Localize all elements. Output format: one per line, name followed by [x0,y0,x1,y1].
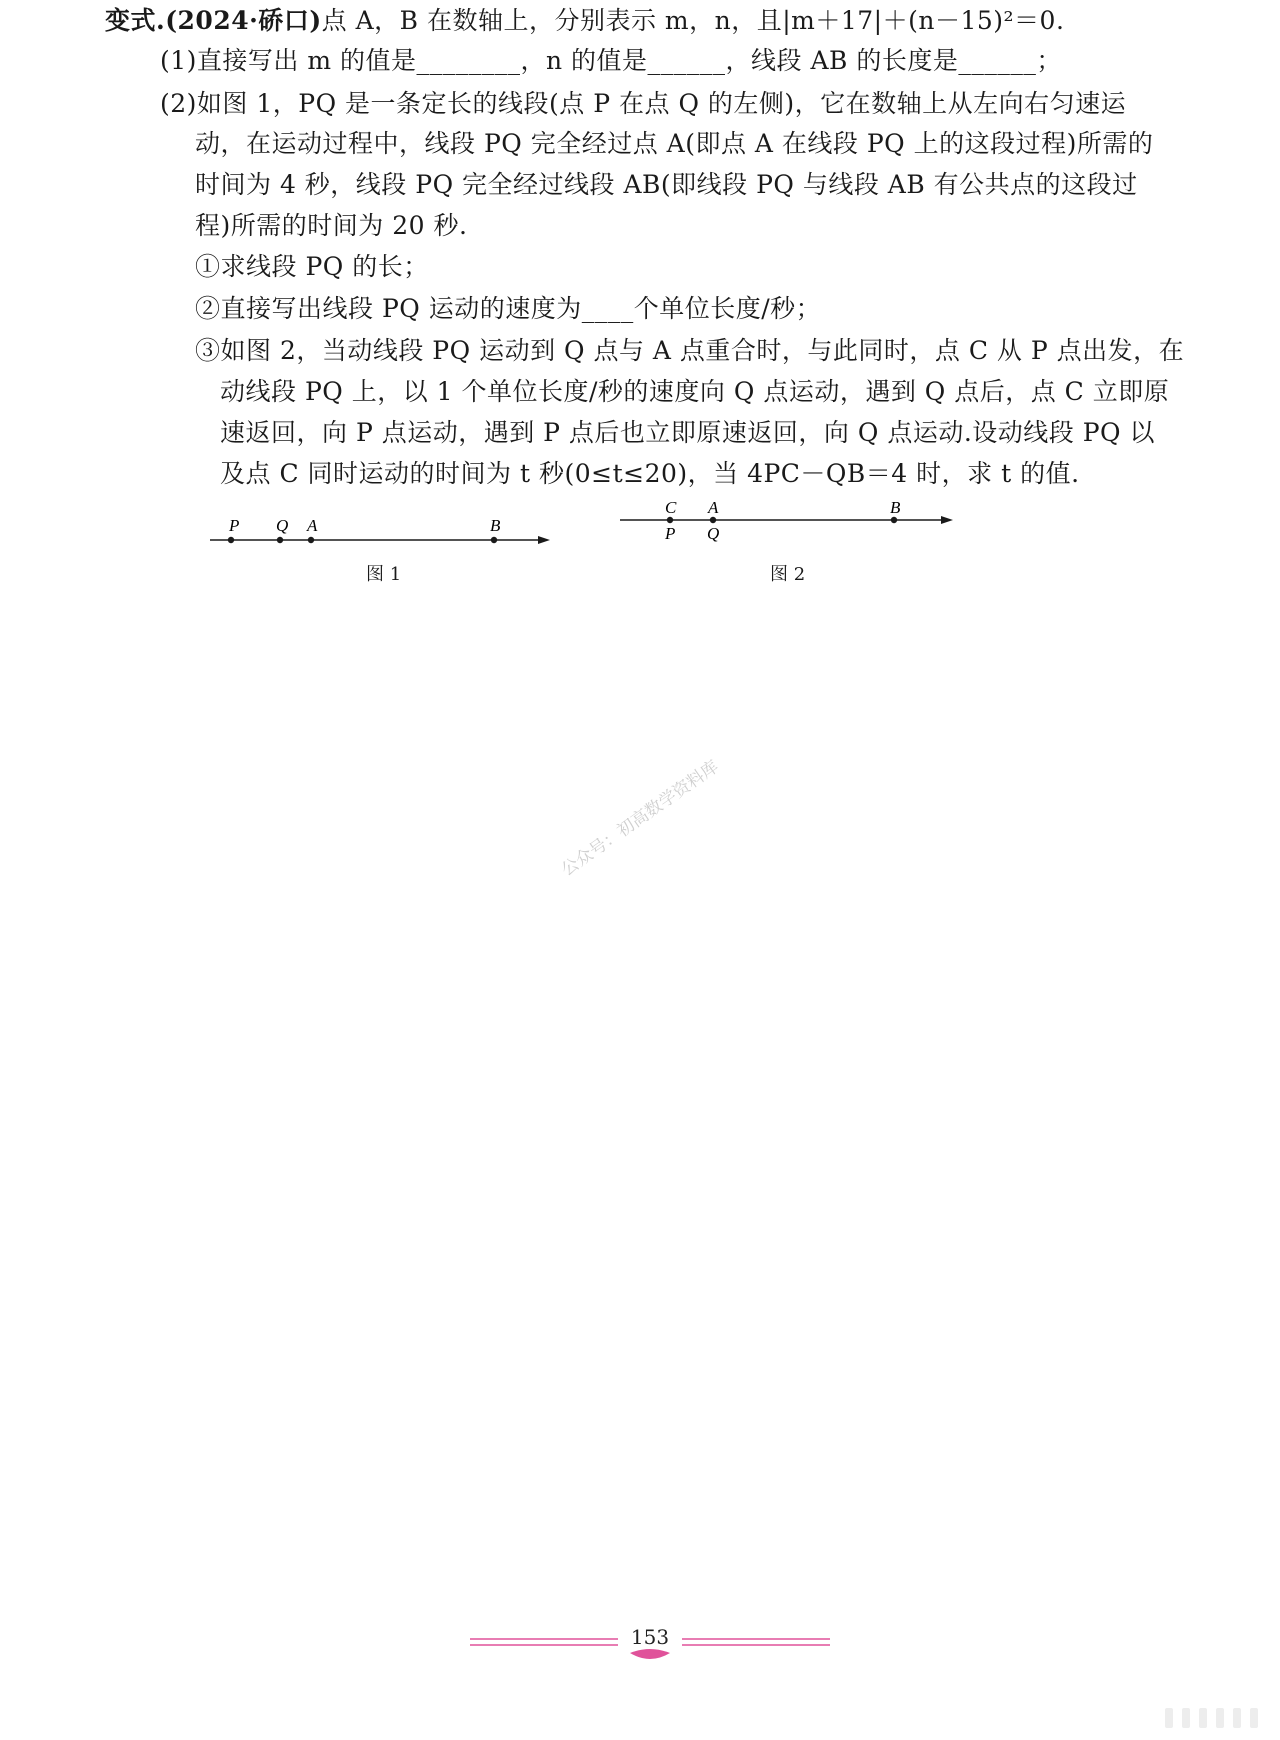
figure-1-point-A [308,537,314,543]
book-icon [630,1649,670,1659]
figure-1-point-P [228,537,234,543]
figure-1-label-A: A [307,516,318,535]
figure-2-arrow [941,516,953,524]
problem-stem-line [105,4,1064,38]
sub-question-3-line-2: 动线段 PQ 上，以 1 个单位长度/秒的速度向 Q 点运动，遇到 Q 点后，点 C 立即原 [220,377,1170,406]
figure-2-label-Q: Q [707,524,720,543]
figure-1-label-P: P [229,516,240,535]
problem-header: 变式.(2024·硚口) [105,6,322,35]
figure-1-label-B: B [490,516,501,535]
question-2-line-4: 程)所需的时间为 20 秒. [195,211,468,240]
figure-2-point-B [891,517,897,523]
page-footer [470,1625,830,1665]
figure-2-label-P: P [665,524,676,543]
figure-2-label-A: A [708,498,719,517]
figure-1-number-line [200,505,560,560]
question-2-line-1: (2)如图 1，PQ 是一条定长的线段(点 P 在点 Q 的左侧)，它在数轴上从左向右匀速运 [160,89,1127,118]
sub-question-3-line-4: 及点 C 同时运动的时间为 t 秒(0≤t≤20)，当 4PC－QB＝4 时，求 t 的值. [220,459,1080,488]
figure-2-label-C: C [665,498,677,517]
scan-marks [1156,1708,1258,1732]
sub-question-3-line-1: ③如图 2，当动线段 PQ 运动到 Q 点与 A 点重合时，与此同时，点 C 从 P 点出发，在 [195,336,1185,365]
question-1: (1)直接写出 m 的值是________，n 的值是______，线段 AB 的长度是______； [160,46,1062,75]
question-2-line-2: 动，在运动过程中，线段 PQ 完全经过点 A(即点 A 在线段 PQ 上的这段过程)所需的 [195,129,1154,158]
figure-1-label-Q: Q [276,516,289,535]
figure-2-label-B: B [890,498,901,517]
sub-question-1: ①求线段 PQ 的长； [195,252,429,281]
sub-question-3-line-3: 速返回，向 P 点运动，遇到 P 点后也立即原速返回，向 Q 点运动.设动线段 PQ 以 [220,418,1155,447]
page-number: 153 [630,1625,670,1649]
figure-2-point-AQ [710,517,716,523]
figure-1-arrow [538,536,550,544]
problem-stem: 点 A，B 在数轴上，分别表示 m，n，且|m＋17|＋(n－15)²＝0. [321,6,1065,35]
sub-question-2: ②直接写出线段 PQ 运动的速度为____个单位长度/秒； [195,294,822,323]
watermark: 公众号：初高数学资料库 [557,756,723,881]
figure-1-caption: 图 1 [366,564,402,585]
figure-2-number-line [610,490,970,560]
figure-1-point-Q [277,537,283,543]
figure-1-point-B [491,537,497,543]
figure-2-caption: 图 2 [770,564,806,585]
figure-2-point-CP [667,517,673,523]
question-2-line-3: 时间为 4 秒，线段 PQ 完全经过线段 AB(即线段 PQ 与线段 AB 有公共点的这段过 [195,170,1138,199]
